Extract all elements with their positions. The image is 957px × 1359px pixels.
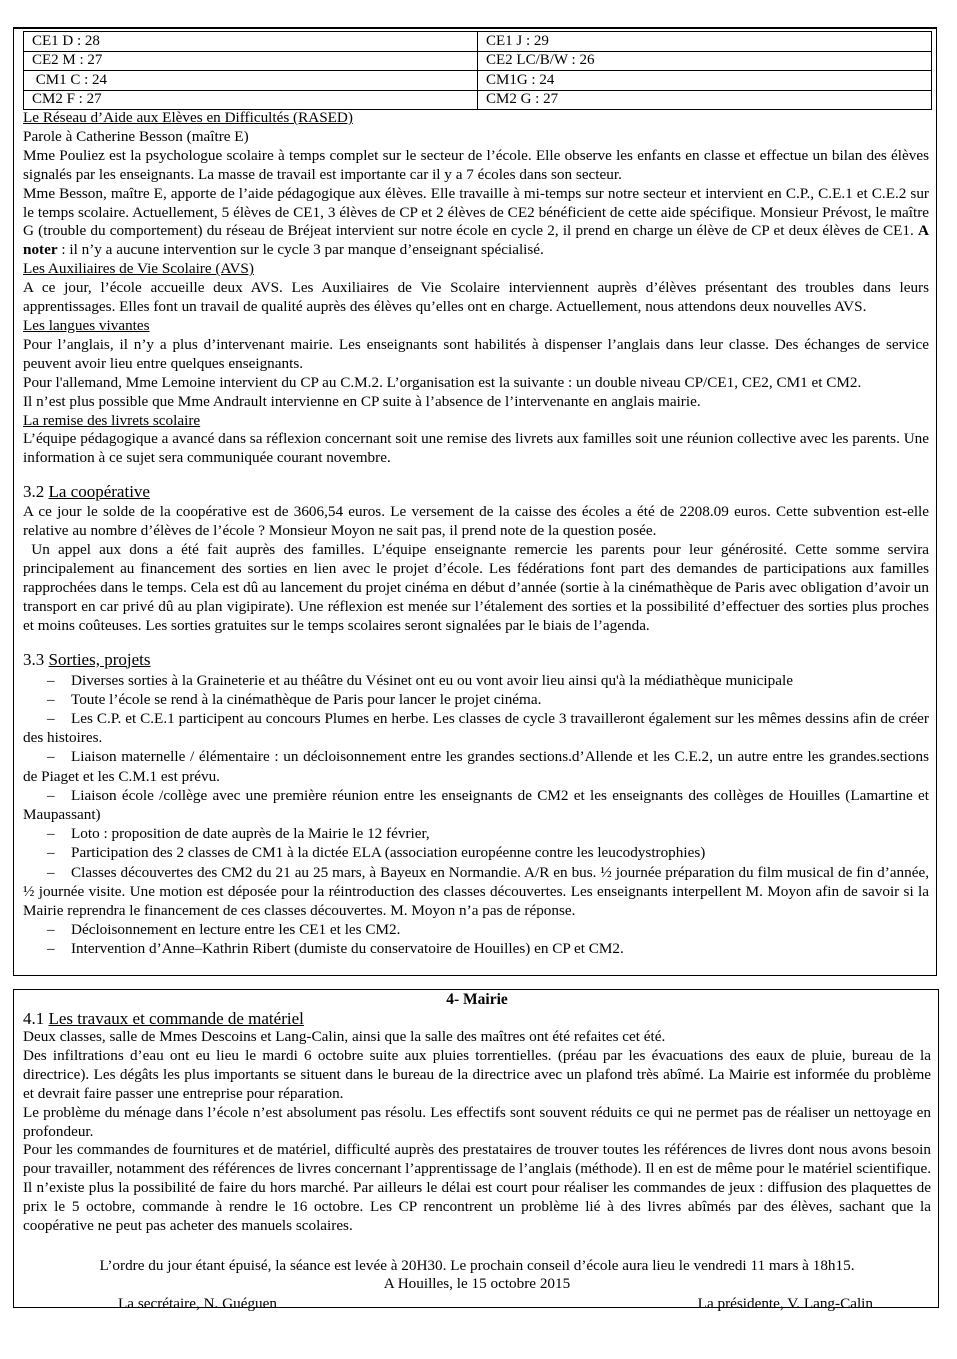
travaux-heading	[23, 1009, 931, 1028]
section-number: 3.2	[23, 482, 49, 502]
livrets-heading: La remise des livrets scolaire	[23, 411, 201, 429]
livrets-paragraph: L’équipe pédagogique a avancé dans sa réflexion concernant soit une remise des livrets aux familles soit une réunion collective avec les parents. Une information à ce sujet sera communiquée courant novembre.	[23, 430, 929, 467]
rased-paragraph	[23, 185, 929, 261]
section-number: 3.3	[23, 649, 49, 669]
list-item	[23, 690, 929, 709]
table-cell: CM2 F : 27	[24, 90, 478, 110]
dash-bullet-icon: –	[47, 844, 55, 862]
langues-paragraph: Pour l'allemand, Mme Lemoine intervient du CP au C.M.2. L’organisation est la suivante : un double niveau CP/CE1, CE2, CM1 et CM2.	[23, 373, 862, 391]
table-cell: CM2 G : 27	[478, 90, 932, 110]
list-item-text: Participation des 2 classes de CM1 à la dictée ELA (association européenne contre les leucodystrophies)	[71, 844, 706, 862]
list-item-text: Intervention d’Anne–Kathrin Ribert (dumiste du conservatoire de Houilles) en CP et CM2.	[71, 940, 624, 958]
mairie-paragraph: Des infiltrations d’eau ont eu lieu le mardi 6 octobre suite aux pluies torrentielles. (préau par les évacuations des eaux de pluie, bureau de la directrice). Les dégâts les plus importants se situent dans le bureau de la directrice avec un plafond très abîmé. La Mairie est informée du problème et devrait faire passer une entreprise pour réparation.	[23, 1046, 931, 1102]
sorties-list	[23, 671, 929, 959]
list-item	[23, 863, 929, 921]
list-item-text: Liaison école /collège avec une première réunion entre les enseignants de CM2 et les enseignants des collèges de Houilles (Lamartine et Maupassant)	[23, 786, 929, 823]
table-cell: CE1 J : 29	[478, 32, 932, 52]
list-item-text: Décloisonnement en lecture entre les CE1 et les CM2.	[71, 921, 401, 939]
table-row	[24, 32, 932, 52]
list-item-text: Loto : proposition de date auprès de la Mairie le 12 février,	[71, 825, 430, 843]
dash-bullet-icon: –	[47, 921, 55, 939]
sorties-heading	[23, 650, 929, 670]
table-row	[24, 51, 932, 71]
section-4-box	[13, 989, 939, 1312]
list-item	[23, 939, 929, 958]
section-title: Sorties, projets	[48, 649, 151, 669]
dash-bullet-icon: –	[47, 748, 55, 766]
table-row	[24, 90, 932, 110]
table-row	[24, 71, 932, 91]
list-item	[23, 786, 929, 824]
table-cell: CM1G : 24	[478, 71, 932, 91]
coop-paragraph: Un appel aux dons a été fait auprès des familles. L’équipe enseignante remercie les parents pour leur générosité. Cette somme servira principalement au financement des sorties en lien avec le projet d’école. Les fédérations font part des demandes de participations aux familles rapprochées dans le temps. Cela est dû au lancement du projet cinéma en début d’année (sortie à la cinémathèque de Paris avec obligation d’avoir un transport en car privé dû au plan vigipirate). Une réflexion est menée sur l’étalement des sorties et la possibilité d’effectuer des sorties plus proches et moins coûteuses. Les sorties gratuites sur le temps scolaires seront signalées par le biais de l’agenda.	[23, 541, 933, 634]
rased-paragraph: Mme Pouliez est la psychologue scolaire à temps complet sur le secteur de l’école. Elle observe les enfants en classe et effectue un bilan des élèves signalés par les enseignants. La masse de travail est importante car il y a 7 écoles dans son secteur.	[23, 146, 929, 183]
avs-paragraph: A ce jour, l’école accueille deux AVS. Les Auxiliaires de Vie Scolaire interviennent auprès d’élèves présentant des troubles dans leurs apprentissages. Elles font un travail de qualité auprès des élèves qu’elles ont en charge. Actuellement, nous attendons deux nouvelles AVS.	[23, 279, 929, 316]
table-cell: CE1 D : 28	[24, 32, 478, 52]
list-item-text: Toute l’école se rend à la cinémathèque de Paris pour lancer le projet cinéma.	[71, 690, 542, 708]
dash-bullet-icon: –	[47, 786, 55, 804]
rased-text: : il n’y a aucune intervention sur le cycle 3 par manque d’enseignant spécialisé.	[57, 241, 544, 259]
langues-paragraph: Pour l’anglais, il n’y a plus d’intervenant mairie. Les enseignants sont habilités à dispenser l’anglais dans leur classe. Des échanges de service peuvent avoir lieu entre quelques enseignants.	[23, 335, 929, 372]
list-item-text: Classes découvertes des CM2 du 21 au 25 mars, à Bayeux en Normandie. A/R en bus. ½ journée préparation du film musical de fin d’année, ½ journée visite. Une motion est déposée pour la réintroduction des classes découvertes. Les enseignants interpellent M. Moyon afin de savoir si la Mairie reprendra le financement de ces classes découvertes. M. Moyon n’a pas de réponse.	[23, 863, 929, 919]
dash-bullet-icon: –	[47, 863, 55, 881]
section-title: La coopérative	[48, 482, 150, 502]
class-size-table	[23, 31, 932, 110]
dash-bullet-icon: –	[47, 690, 55, 708]
langues-heading: Les langues vivantes	[23, 316, 150, 334]
section-4-content	[23, 990, 931, 1313]
coop-paragraph: A ce jour le solde de la coopérative est de 3606,54 euros. Le versement de la caisse des écoles a été de 2208.09 euros. Cette subvention est-elle relative au nombre d’élèves de l’école ? Monsieur Moyon ne sait pas, il prend note de la question posée.	[23, 503, 929, 540]
president-signature: La présidente, V. Lang-Calin	[697, 1294, 873, 1312]
list-item-text: Diverses sorties à la Graineterie et au théâtre du Vésinet ont eu ou vont avoir lieu ainsi qu'à la médiathèque municipale	[71, 671, 793, 689]
langues-paragraph: Il n’est plus possible que Mme Andrault intervienne en CP suite à l’absence de l’intervenante en anglais mairie.	[23, 392, 701, 410]
section-number: 4.1	[23, 1009, 49, 1028]
list-item-text: Les C.P. et C.E.1 participent au concours Plumes en herbe. Les classes de cycle 3 travailleront également sur les mêmes dessins afin de créer des histoires.	[23, 709, 929, 747]
list-item	[23, 824, 929, 843]
list-item-text: Liaison maternelle / élémentaire : un décloisonnement entre les grandes sections.d’Allende et les C.E.2, un autre entre les grandes.sections de Piaget et les C.M.1 est prévu.	[23, 748, 929, 785]
mairie-title: 4- Mairie	[446, 991, 508, 1008]
closing-statement: L’ordre du jour étant épuisé, la séance est levée à 20H30. Le prochain conseil d’école aura lieu le vendredi 11 mars à 18h15.	[99, 1256, 855, 1274]
dash-bullet-icon: –	[47, 825, 55, 843]
signatures	[23, 1294, 931, 1313]
list-item	[23, 920, 929, 939]
coop-heading	[23, 482, 929, 502]
secretary-signature: La secrétaire, N. Guéguen	[118, 1294, 277, 1312]
table-cell: CE2 LC/B/W : 26	[478, 51, 932, 71]
table-cell: CE2 M : 27	[24, 51, 478, 71]
dash-bullet-icon: –	[47, 709, 55, 727]
list-item	[23, 671, 929, 690]
section-3-content	[23, 109, 933, 959]
list-item	[23, 843, 929, 862]
list-item	[23, 709, 929, 747]
section-3-box	[13, 27, 937, 976]
mairie-paragraph: Pour les commandes de fournitures et de matériel, difficulté auprès des prestataires de trouver toutes les références de livres dont nous avons besoin pour travailler, notamment des références de livres concernant l’apprentissage de l’anglais (méthode). Il en est de même pour le matériel scientifique. Il n’existe plus la possibilité de faire du hors marché. Par ailleurs le délai est court pour réaliser les commandes de jeux : diffusion des plaquettes de prix le 5 octobre, commande à rendre le 16 octobre. Les CP rencontrent un problème lié à des livres abîmés par des élèves, sachant que la coopérative ne peut pas acheter des manuels scolaires.	[23, 1141, 931, 1235]
dash-bullet-icon: –	[47, 940, 55, 958]
mairie-paragraph: Deux classes, salle de Mmes Descoins et Lang-Calin, ainsi que la salle des maîtres ont été refaites cet été.	[23, 1028, 666, 1045]
dash-bullet-icon: –	[47, 671, 55, 689]
rased-intro: Parole à Catherine Besson (maître E)	[23, 127, 249, 145]
section-title: Les travaux et commande de matériel	[48, 1009, 304, 1028]
mairie-paragraph: Le problème du ménage dans l’école n’est absolument pas résolu. Les effectifs sont souvent réduits ce qui ne permet pas de réaliser un nettoyage en profondeur.	[23, 1103, 931, 1140]
note-label: A noter	[23, 222, 929, 259]
rased-text: Mme Besson, maître E, apporte de l’aide pédagogique aux élèves. Elle travaille à mi-temps sur notre secteur et intervient en C.P., C.E.1 et C.E.2 sur le temps scolaire. Actuellement, 5 élèves de CE1, 3 élèves de CP et 2 élèves de CE2 bénéficient de cette aide spécifique. Monsieur Prévost, le maître G (trouble du comportement) du réseau de Bréjeat intervient sur notre école en cycle 2, il prend en charge un élève de CP et deux élèves de CE1.	[23, 184, 929, 240]
list-item	[23, 747, 929, 785]
avs-heading: Les Auxiliaires de Vie Scolaire (AVS)	[23, 260, 254, 278]
rased-heading: Le Réseau d’Aide aux Elèves en Difficultés (RASED)	[23, 109, 353, 126]
table-cell: CM1 C : 24	[24, 71, 478, 91]
place-date: A Houilles, le 15 octobre 2015	[383, 1274, 571, 1292]
